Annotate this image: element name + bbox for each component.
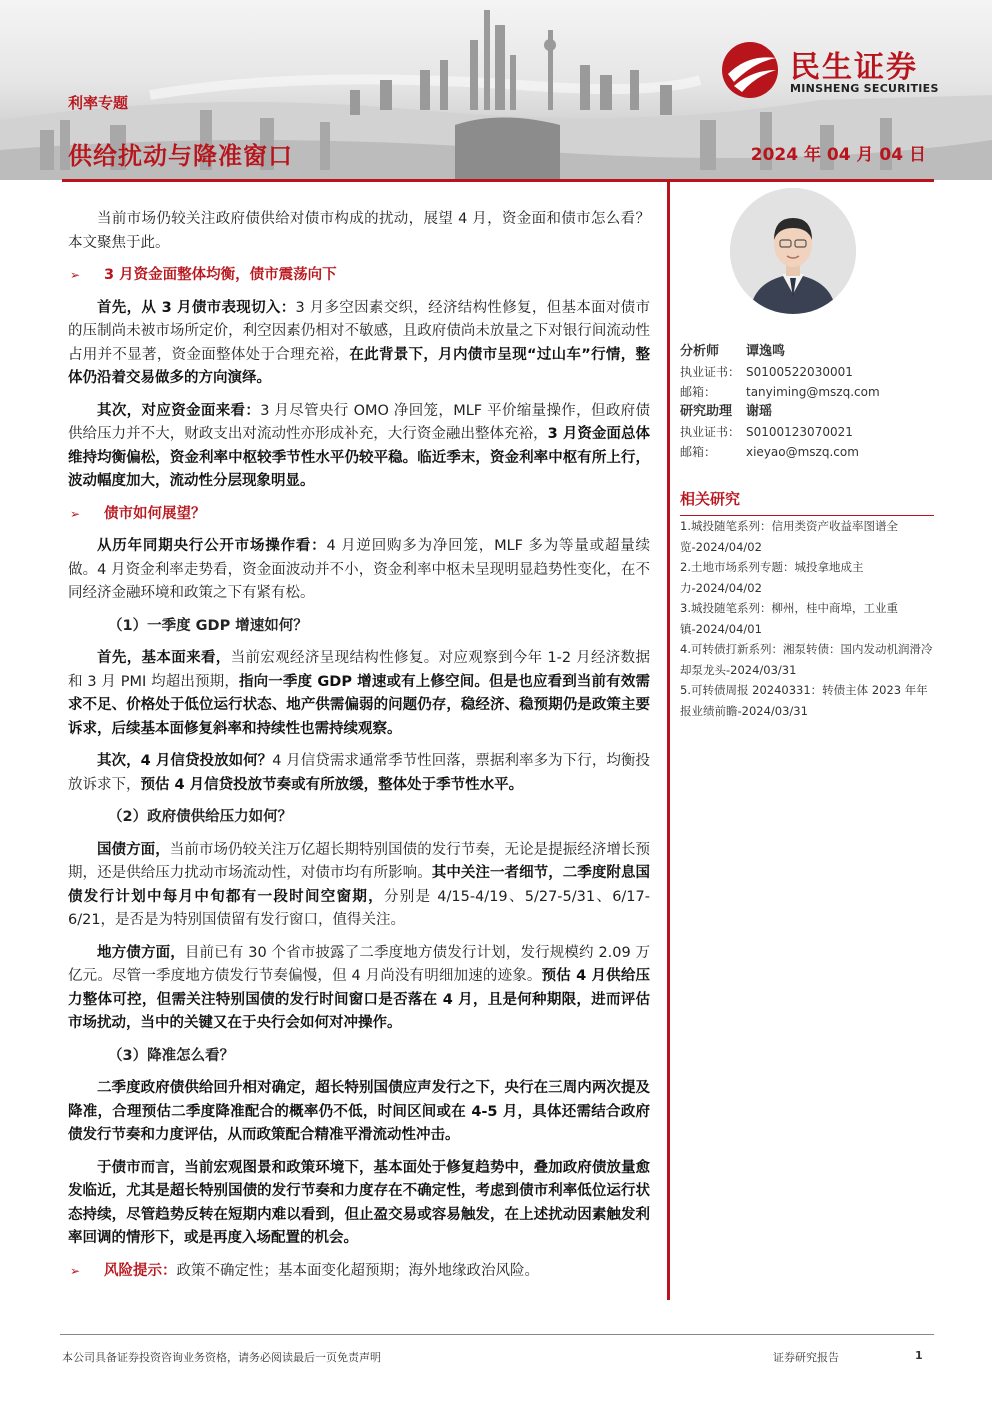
related-item[interactable]: 5.可转债周报 20240331：转债主体 2023 年年报业绩前瞻-2024/03/31 (680, 683, 928, 718)
related-item[interactable]: 3.城投随笔系列：柳州，桂中商埠，工业重镇-2024/04/01 (680, 601, 898, 636)
related-item[interactable]: 2.土地市场系列专题：城投拿地成主力-2024/04/02 (680, 560, 864, 595)
footer-disclaimer: 本公司具备证券投资咨询业务资格，请务必阅读最后一页免责声明 (62, 1351, 381, 1364)
company-logo (720, 40, 965, 100)
header-divider (62, 179, 934, 182)
logo-text-en: MINSHENG SECURITIES (790, 82, 939, 95)
section-heading: ➢ 3 月资金面整体均衡，债市震荡向下 (68, 264, 650, 288)
subsection-heading: （3）降准怎么看？ (108, 1047, 235, 1064)
logo-text-cn: 民生证券 (790, 50, 918, 85)
risk-warning: ➢ 风险提示：政策不确定性；基本面变化超预期；海外地缘政治风险。 (68, 1260, 650, 1284)
related-item[interactable]: 1.城投随笔系列：信用类资产收益率图谱全览-2024/04/02 (680, 519, 898, 554)
minsheng-logo-icon (720, 40, 784, 100)
arrow-bullet-icon: ➢ (70, 268, 81, 282)
assistant-email[interactable]: xieyao@mszq.com (746, 445, 859, 459)
cert-label: 执业证书： (680, 365, 741, 379)
page-number: 1 (915, 1349, 923, 1362)
email-label: 邮箱： (680, 445, 717, 459)
analyst-role: 分析师 (680, 344, 720, 359)
related-item[interactable]: 4.可转债打新系列：湘泵转债：国内发动机润滑冷却泵龙头-2024/03/31 (680, 642, 933, 677)
paragraph: 首先，基本面来看，当前宏观经济呈现结构性修复。对应观察到今年 1-2 月经济数据和 3 月 PMI 均超出预期，指向一季度 GDP 增速或有上修空间。但是也应看到当前有效需求不足、价格处于低位运行状态、地产供需偏弱的问题仍存，稳经济、稳预期仍是政策主要诉求，后续基本面修复斜率和持续性也需持续观察。 (68, 650, 651, 737)
paragraph: 国债方面，当前市场仍较关注万亿超长期特别国债的发行节奏，无论是提振经济增长预期，还是供给压力扰动市场流动性，对债市均有所影响。其中关注一者细节，二季度附息国债发行计划中每月中旬都有一段时间空窗期，分别是 4/15-4/19、5/27-5/31、6/17-6/21，是否是为特别国债留有发行窗口，值得关注。 (68, 841, 651, 928)
arrow-bullet-icon: ➢ (70, 1263, 81, 1278)
subsection-heading: （1）一季度 GDP 增速如何？ (108, 617, 308, 634)
column-divider (667, 182, 670, 1300)
intro-paragraph: 当前市场仍较关注政府债供给对债市构成的扰动，展望 4 月，资金面和债市怎么看？本文聚焦于此。 (68, 211, 650, 251)
paragraph: 于债市而言，当前宏观图景和政策环境下，基本面处于修复趋势中，叠加政府债放量愈发临近，尤其是超长特别国债的发行节奏和力度存在不确定性，考虑到债市利率低位运行状态持续，尽管趋势反转在短期内难以看到，但止盈交易或容易触发，在上述扰动因素触发利率回调的情形下，或是再度入场配置的机会。 (68, 1159, 650, 1246)
paragraph: 从历年同期央行公开市场操作看：4 月逆回购多为净回笼，MLF 多为等量或超量续做。4 月资金利率走势看，资金面波动并不小，资金利率中枢未呈现明显趋势性变化，在不同经济金融环境和政策之下有紧有松。 (68, 538, 650, 601)
subsection-heading: （2）政府债供给压力如何？ (108, 809, 293, 825)
paragraph: 二季度政府债供给回升相对确定，超长特别国债应声发行之下，央行在三周内两次提及降准，合理预估二季度降准配合的概率仍不低，时间区间或在 4-5 月，具体还需结合政府债发行节奏和力度评估，从而政策配合精准平滑流动性冲击。 (68, 1080, 650, 1143)
assistant-role: 研究助理 (680, 404, 733, 419)
report-date: 2024 年 04 月 04 日 (750, 145, 926, 165)
analyst-email[interactable]: tanyiming@mszq.com (746, 385, 880, 399)
paragraph: 其次，对应资金面来看：3 月尽管央行 OMO 净回笼，MLF 平价缩量操作，但政府债供给压力并不大，财政支出对流动性亦形成补充，大行资金融出整体充裕，3 月资金面总体维持均衡偏松，资金利率中枢较季节性水平仍较平稳。临近季末，资金利率中枢有所上行，波动幅度加大，流动性分层现象明显。 (68, 402, 651, 489)
email-label: 邮箱： (680, 385, 717, 399)
related-research-list (680, 516, 934, 721)
analyst-info (680, 342, 934, 462)
analyst-photo (730, 188, 856, 314)
cert-label: 执业证书： (680, 425, 741, 439)
header-banner (0, 0, 992, 180)
assistant-name: 谢瑶 (746, 404, 773, 419)
footer-divider (60, 1334, 934, 1335)
report-title: 供给扰动与降准窗口 (68, 142, 293, 170)
arrow-bullet-icon: ➢ (70, 506, 81, 521)
report-type: 利率专题 (68, 94, 129, 112)
analyst-name: 谭逸鸣 (746, 344, 786, 359)
section-heading: ➢ 债市如何展望？ (68, 503, 650, 527)
paragraph: 地方债方面，目前已有 30 个省市披露了二季度地方债发行计划，发行规模约 2.09 万亿元。尽管一季度地方债发行节奏偏慢，但 4 月尚没有明细加速的迹象。预估 4 月供给压力整体可控，但需关注特别国债的发行时间窗口是否落在 4 月，且是何种期限，进而评估市场扰动，当中的关键又在于央行会如何对冲操作。 (68, 944, 651, 1031)
analyst-portrait-icon (730, 188, 856, 314)
assistant-cert: S0100123070021 (746, 425, 853, 439)
analyst-cert: S0100522030001 (746, 365, 853, 379)
paragraph: 首先，从 3 月债市表现切入：3 月多空因素交织，经济结构性修复，但基本面对债市的压制尚未被市场所定价，利空因素仍相对不敏感，且政府债尚未放量之下对银行间流动性占用并不显著，资金面整体处于合理充裕，在此背景下，月内债市呈现“过山车”行情，整体仍沿着交易做多的方向演绎。 (68, 299, 651, 386)
main-content (68, 208, 650, 1283)
related-research-heading: 相关研究 (680, 488, 934, 516)
footer-doc-type: 证券研究报告 (773, 1351, 839, 1364)
paragraph: 其次，4 月信贷投放如何？4 月信贷需求通常季节性回落，票据利率多为下行，均衡投放诉求下，预估 4 月信贷投放节奏或有所放缓，整体处于季节性水平。 (68, 753, 650, 793)
